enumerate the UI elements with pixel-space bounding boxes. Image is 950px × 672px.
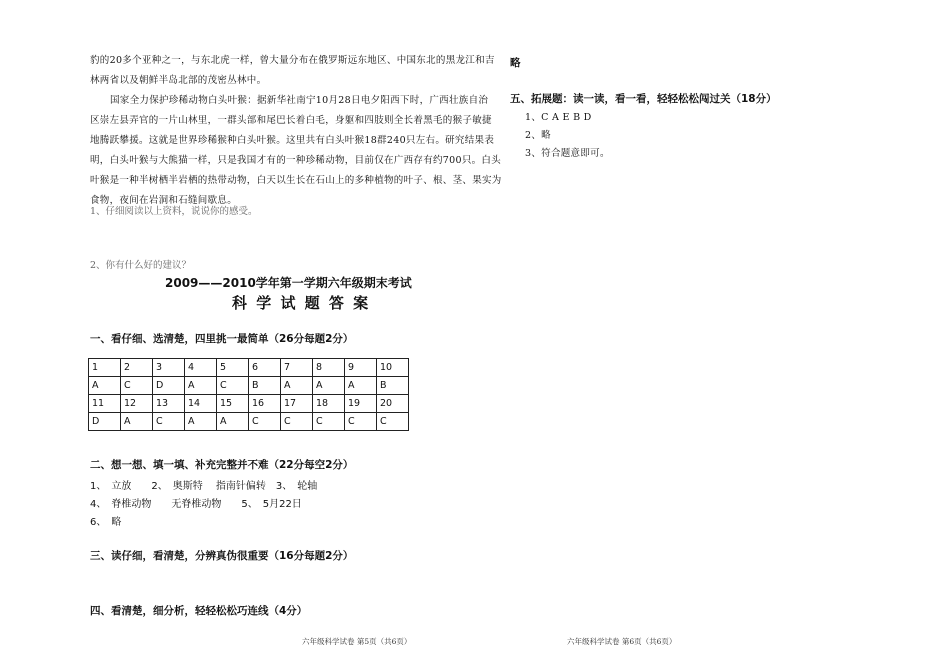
table-cell: C xyxy=(249,413,281,431)
table-cell: 12 xyxy=(121,395,153,413)
passage-line-5: 地腾跃攀援。这就是世界珍稀猴种白头叶猴。这里共有白头叶猴18群240只左右。研究结果表 xyxy=(90,135,495,146)
section-3-title: 三、读仔细，看清楚，分辨真伪很重要（16分每题2分） xyxy=(90,550,354,562)
table-cell: 2 xyxy=(121,359,153,377)
section-2-line-2: 4、 脊椎动物 无脊椎动物 5、 5月22日 xyxy=(90,499,302,510)
table-cell: 8 xyxy=(313,359,345,377)
section-5-answer-1: 1、C A E B D xyxy=(525,112,592,123)
table-cell: 5 xyxy=(217,359,249,377)
section-5-answer-3: 3、符合题意即可。 xyxy=(525,148,610,159)
table-row xyxy=(89,377,409,395)
table-cell: 4 xyxy=(185,359,217,377)
right-top-note: 略 xyxy=(510,57,521,69)
table-cell: A xyxy=(185,413,217,431)
table-cell: 17 xyxy=(281,395,313,413)
left-page-footer: 六年级科学试卷 第5页（共6页） xyxy=(302,637,412,646)
passage-line-7: 叶猴是一种半树栖半岩栖的热带动物，白天以生长在石山上的多种植物的叶子、根、茎、果实为 xyxy=(90,175,502,186)
passage-line-6: 明，白头叶猴与大熊猫一样，只是我国才有的一种珍稀动物，目前仅在广西存有约700只。白头 xyxy=(90,155,502,166)
table-cell: B xyxy=(377,377,409,395)
table-cell: C xyxy=(313,413,345,431)
section-4-title: 四、看清楚，细分析，轻轻松松巧连线（4分） xyxy=(90,605,308,617)
right-page-footer: 六年级科学试卷 第6页（共6页） xyxy=(567,637,677,646)
table-cell: 9 xyxy=(345,359,377,377)
table-cell: 20 xyxy=(377,395,409,413)
exam-title: 2009——2010学年第一学期六年级期末考试 xyxy=(165,276,412,290)
table-cell: 16 xyxy=(249,395,281,413)
table-cell: 14 xyxy=(185,395,217,413)
table-cell: 1 xyxy=(89,359,121,377)
table-cell: 18 xyxy=(313,395,345,413)
table-cell: C xyxy=(217,377,249,395)
section-2-title: 二、想一想、填一填、补充完整并不难（22分每空2分） xyxy=(90,459,354,471)
section-1-title: 一、看仔细、选清楚，四里挑一最简单（26分每题2分） xyxy=(90,333,354,345)
section-2-line-3: 6、 略 xyxy=(90,517,122,528)
table-cell: B xyxy=(249,377,281,395)
table-cell: A xyxy=(313,377,345,395)
section-5-title: 五、拓展题：读一读，看一看，轻轻松松闯过关（18分） xyxy=(510,93,777,105)
table-cell: C xyxy=(121,377,153,395)
table-row xyxy=(89,359,409,377)
question-2: 2、你有什么好的建议？ xyxy=(90,260,192,271)
passage-line-3: 国家全力保护珍稀动物白头叶猴：据新华社南宁10月28日电夕阳西下时，广西壮族自治 xyxy=(110,95,489,106)
table-cell: C xyxy=(345,413,377,431)
passage-line-2: 林两省以及朝鲜半岛北部的茂密丛林中。 xyxy=(90,75,267,86)
section-5-answer-2: 2、略 xyxy=(525,130,551,141)
table-cell: 19 xyxy=(345,395,377,413)
table-cell: C xyxy=(281,413,313,431)
table-cell: A xyxy=(89,377,121,395)
passage-line-8: 食物，夜间在岩洞和石缝间歇息。 xyxy=(90,195,238,206)
answer-table xyxy=(88,358,409,431)
table-cell: 6 xyxy=(249,359,281,377)
table-cell: C xyxy=(153,413,185,431)
table-cell: 3 xyxy=(153,359,185,377)
table-cell: C xyxy=(377,413,409,431)
table-cell: A xyxy=(185,377,217,395)
table-cell: 7 xyxy=(281,359,313,377)
passage-line-1: 豹的20多个亚种之一，与东北虎一样，曾大量分布在俄罗斯远东地区、中国东北的黑龙江和吉 xyxy=(90,55,495,66)
table-cell: A xyxy=(345,377,377,395)
table-cell: 11 xyxy=(89,395,121,413)
table-cell: A xyxy=(217,413,249,431)
table-cell: A xyxy=(121,413,153,431)
table-row xyxy=(89,395,409,413)
table-row xyxy=(89,413,409,431)
table-cell: 13 xyxy=(153,395,185,413)
table-cell: A xyxy=(281,377,313,395)
section-2-line-1: 1、 立放 2、 奥斯特 指南针偏转 3、 轮轴 xyxy=(90,481,318,492)
table-cell: D xyxy=(153,377,185,395)
table-cell: D xyxy=(89,413,121,431)
exam-subtitle: 科 学 试 题 答 案 xyxy=(232,294,371,312)
passage-line-4: 区崇左县弄官的一片山林里，一群头部和尾巴长着白毛，身躯和四肢则全长着黑毛的猴子敏捷 xyxy=(90,115,492,126)
table-cell: 10 xyxy=(377,359,409,377)
question-1: 1、仔细阅读以上资料，说说你的感受。 xyxy=(90,206,258,217)
table-cell: 15 xyxy=(217,395,249,413)
